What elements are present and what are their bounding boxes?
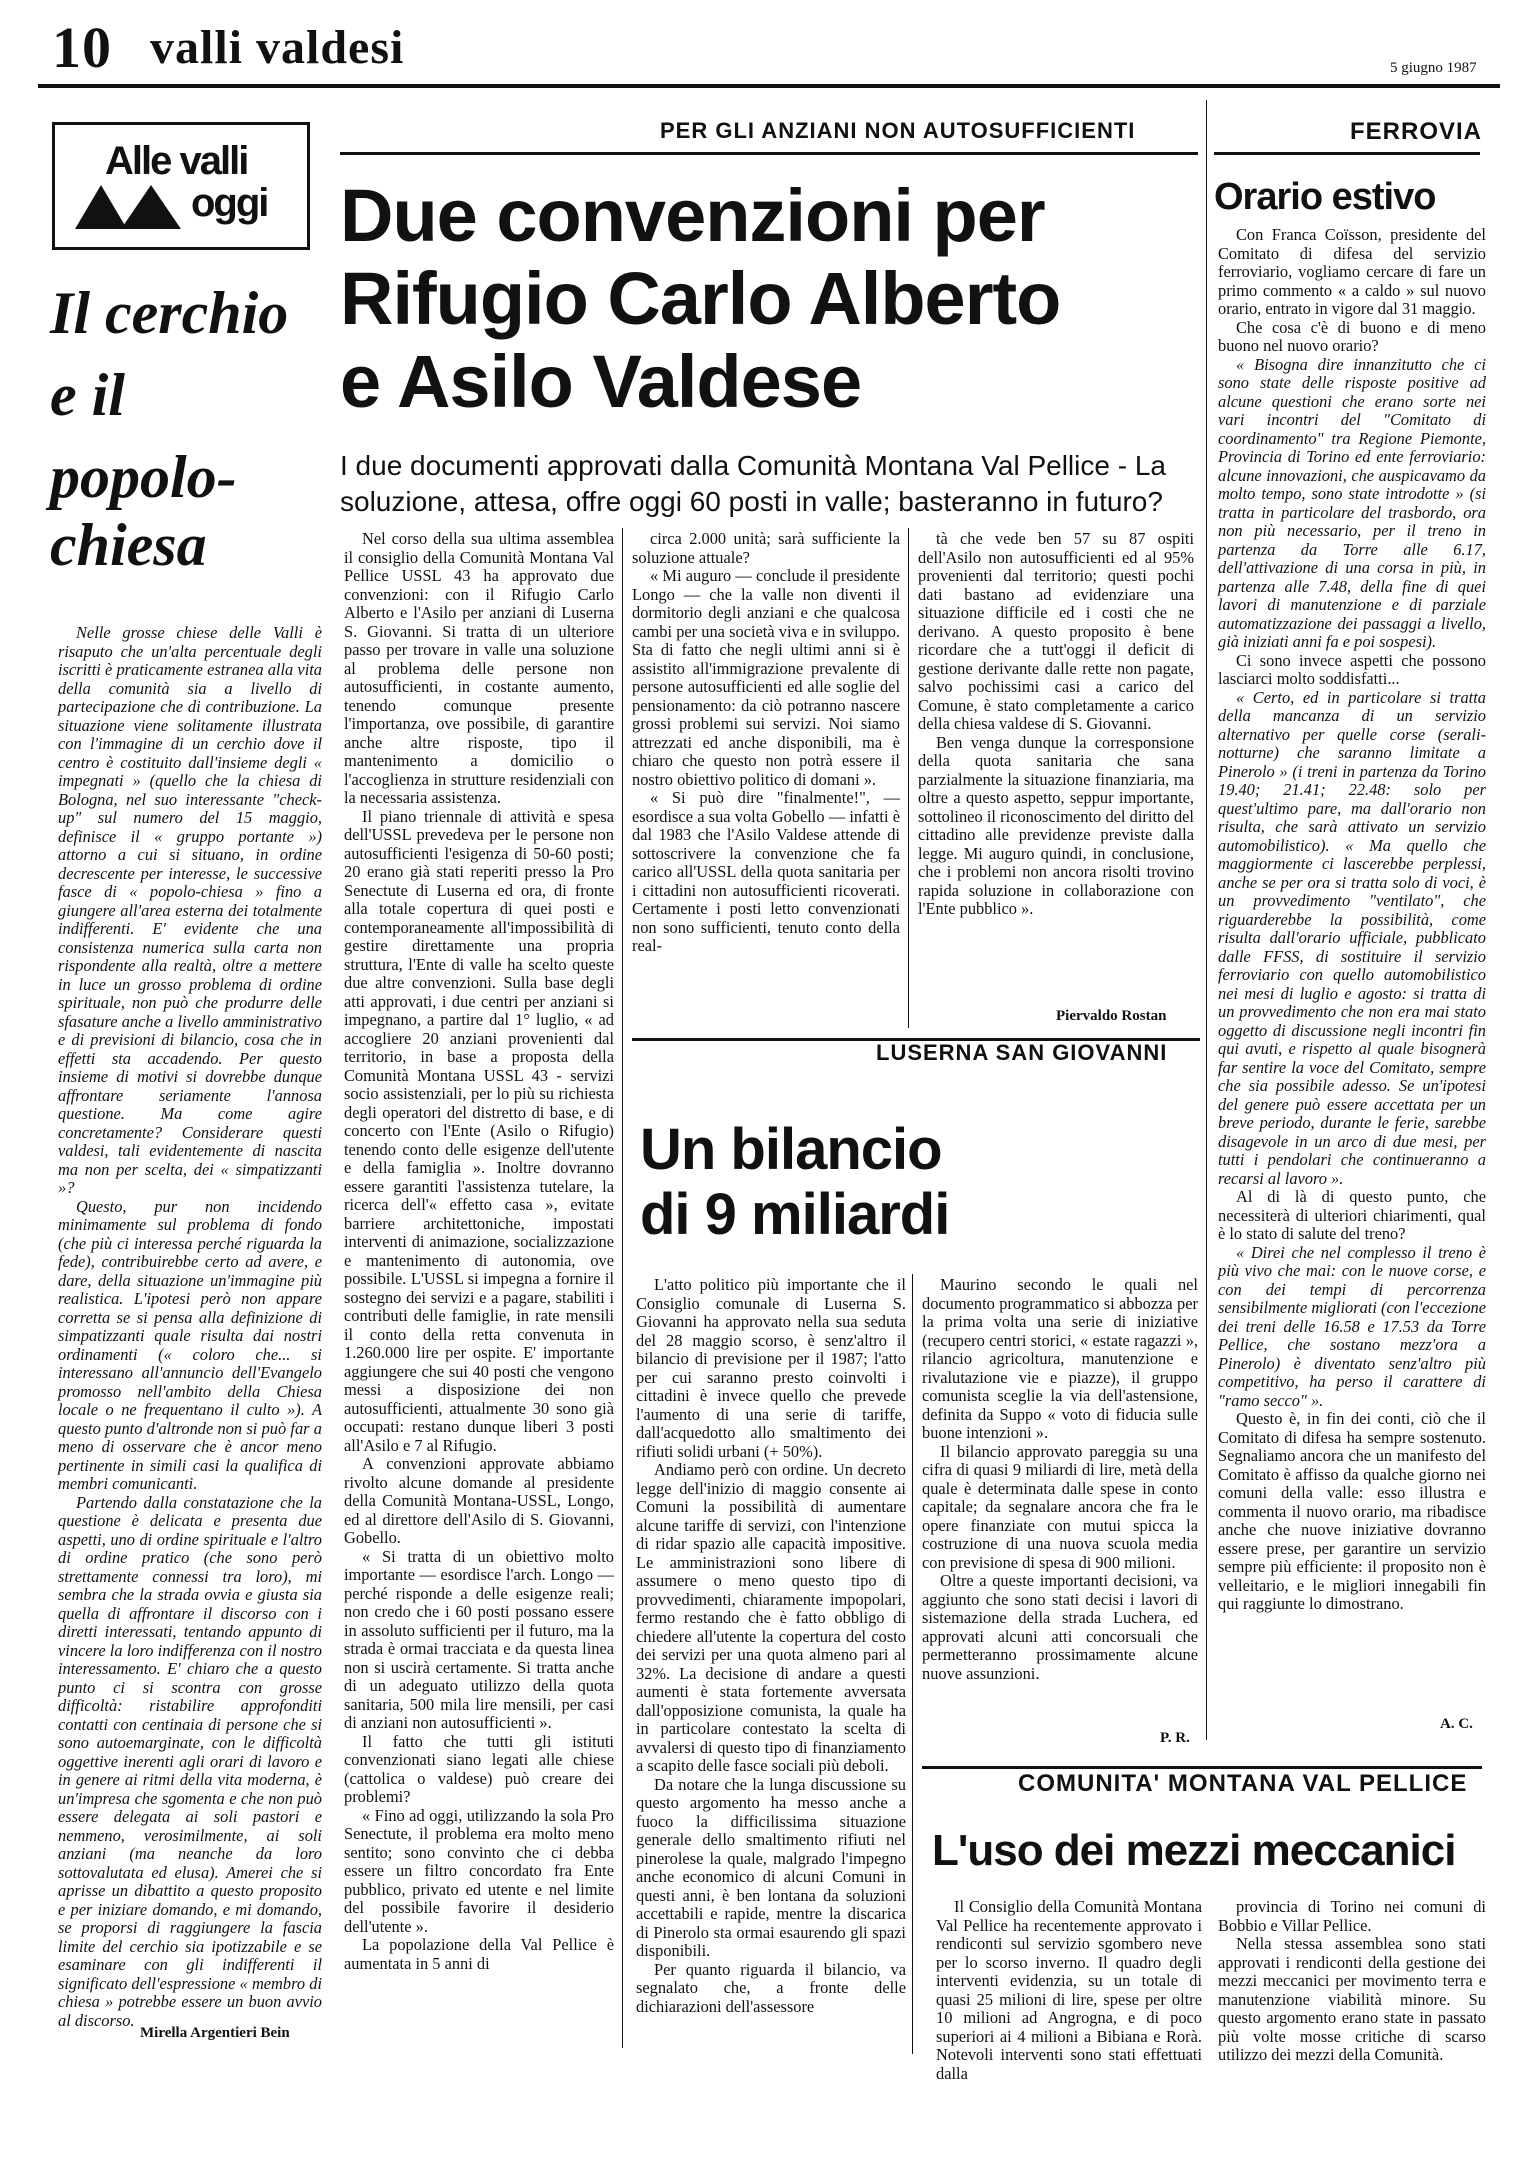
article3-signature: A. C. [1440,1716,1473,1732]
article1-headline-line2: Rifugio Carlo Alberto [340,257,1061,340]
article1-rule [340,152,1198,155]
paragraph: « Fino ad oggi, utilizzando la sola Pro Senectute, il problema era molto meno sentito; sono convinto che ci debba essere un filtro concordato fra Ente pubblico, privato ed utente e nel limite del possibile favorire il desiderio dell'utente ». [344,1805,614,1936]
paragraph: « Certo, ed in particolare si tratta della mancanza di un servizio alternativo per quelle corse (serali-notturne) che saranno limitate a Pinerolo » (i treni in partenza da Torino 19.40; 21.41; 22.48: solo per quest'ultimo pare, ma dall'orario non risulta, che sarà attivato un servizio automobilistico). « Ma quello che maggiormente ci lascerebbe perplessi, anche se per ora si tratta solo di voci, è un provvedimento "ventilato", che riguarderebbe la possibilità, come risulta dall'orario ufficiale, pubblicato dalle FFSS, di sostituire il servizio ferroviario con quello automobilistico nei mesi di luglio e agosto: si tratta di un provvedimento che non era mai stato oggetto di discussione negli incontri fin qui avuti, e rispetto al quale bisognerà far sentire la voce del Comitato, sempre che sia possibile adesso. Se un'ipotesi del genere può essere accettata per un breve periodo, durante le ferie, sarebbe disagevole in un arco di due mesi, per tutti i pendolari che continueranno a recarsi al lavoro ». [1218,687,1486,1188]
paragraph: L'atto politico più importante che il Consiglio comunale di Luserna S. Giovanni ha approvato nella sua seduta del 28 maggio scorso, è senz'altro il bilancio di previsione per il 1987; l'atto per cui saranno presto coinvolti i cittadini è invece quello che prevede l'aumento di una serie di tariffe, dall'acquedotto allo smaltimento dei rifiuti solidi urbani (+ 50%). [636,1275,906,1461]
section-logo [52,122,310,250]
article4-col2 [1218,1897,1486,2064]
article2-headline-line1: Un bilancio [640,1117,942,1182]
paragraph: Partendo dalla constatazione che la questione è delicata e presenta due aspetti, uno di ordine spirituale e l'altro di ordine pratico (che sono però strettamente connessi tra loro), mi sembra che la strada ovvia e giusta sia quella di affrontare il discorso con i diretti interessati, tentando appunto di vincere la loro indifferenza con il nostro interessamento. E' chiaro che a questo punto ci si scontra con grosse difficoltà: ristabilire approfonditi contatti con centinaia di persone che si sono autoemarginate, con le difficoltà oggettive inerenti agli orari di lavoro e in genere ai ritmi della vita moderna, è un'impresa che sgomenta e che non può essere delegata ai soli pastori e nemmeno, verosimilmente, ai soli anziani (ma neanche da loro sottovalutata ed elusa). Amerei che si aprisse un dibattito a questo proposito e per iniziare domando, e mi domando, se proporsi di raggiungere la fascia limite del cerchio sia ipotizzabile e se esaminare con gli indifferenti il significato dell'espressione « membro di chiesa » potrebbe essere un buon avvio al discorso. [58,1492,322,2030]
paragraph: Che cosa c'è di buono e di meno buono nel nuovo orario? [1218,317,1486,355]
column-divider [1206,100,1207,1740]
paragraph: Il fatto che tutti gli istituti convenzionati siano legati alle chiese (cattolica o valdese) può creare dei problemi? [344,1731,614,1806]
paragraph: circa 2.000 unità; sarà sufficiente la soluzione attuale? [632,529,900,567]
editorial-title-line4: chiesa [50,512,207,578]
article1-col1 [344,530,614,2045]
paragraph: Nelle grosse chiese delle Valli è risaputo che un'alta percentuale degli iscritti è praticamente estranea alla vita della comunità sia a livello di partecipazione che di contribuzione. La situazione viene solitamente illustrata con l'immagine di un cerchio dove il centro è costituito dall'insieme degli « impegnati » (quello che la chiesa di Bologna, nel suo interessante "check-up" sul numero del 15 maggio, definisce il « gruppo portante ») attorno a cui si situano, in ordine decrescente per interesse, le successive fasce di « popolo-chiesa » fino a giungere all'area esterna dei totalmente indifferenti. E' evidente che una consistenza numerica sulla carta non rispondente alla realtà, oltre a mettere in luce un grosso problema di ordine spirituale, non può che produrre delle sfasature anche a livello amministrativo e di previsioni di bilancio, cosa che in effetti sta accadendo. Per questo insieme di motivi si dovrebbe dunque affrontare seriamente l'annosa questione. Ma come agire concretamente? Considerare questi valdesi, tali evidentemente di nascita ma non per scelta, dei « simpatizzanti »? [58,623,322,1197]
column-divider [912,1274,913,2054]
mountains-icon [75,185,185,229]
article1-kicker: PER GLI ANZIANI NON AUTOSUFFICIENTI [660,118,1136,143]
editorial-title-line1: Il cerchio [50,280,289,346]
article2-headline-line2: di 9 miliardi [640,1182,950,1247]
paragraph: Il Consiglio della Comunità Montana Val Pellice ha recentemente approvato i rendiconti sul servizio sgombero neve per lo scorso inverno. Il quadro degli interventi evidenzia, su un totale di quasi 25 milioni di lire, spese per oltre 10 milioni ad Angrogna, e di poco superiori ai 4 milioni a Bibiana e Rorà. Notevoli interventi sono stati effettuati dalla [936,1897,1202,2083]
article1-col2 [632,530,900,1028]
paragraph: Questo, pur non incidendo minimamente sul problema di fondo (che più ci interessa perché riguarda la fede), contribuirebbe certo ad avere, e dare, della situazione un'immagine più realistica. L'ipotesi però non appare corretta se si pensa alla definizione di simpatizzanti quale risulta dai nostri ordinamenti (« coloro che... si interessano all'annuncio dell'Evangelo promosso nell'ambito della Chiesa locale o ne frequentano il culto »). A questo punto d'altronde non si può far a meno di osservare che è ancor meno pertinente in simili casi la qualifica di membri comunicanti. [58,1196,322,1493]
masthead-rule [38,84,1500,88]
logo-text-line1: Alle valli [105,139,248,183]
article1-subhead: I due documenti approvati dalla Comunità Montana Val Pellice - La soluzione, attesa, offre oggi 60 posti in valle; basteranno in futuro? [340,450,1166,517]
article3-rule [1214,152,1480,155]
paragraph: Andiamo però con ordine. Un decreto legge dell'inizio di maggio consente ai Comuni la possibilità di aumentare alcune tariffe di servizi, con l'intenzione di ridar spazio alle capacità impositive. Le amministrazioni sono libere di assumere o meno questo tipo di provvedimenti, chiaramente impopolari, fermo restando che è fatto obbligo di chiedere all'utente la copertura del costo dei servizi per una quota almeno pari al 32%. La decisione di andare a questi aumenti è stata fortemente avversata dall'opposizione comunista, la quale ha in particolare contestato la scelta di avvalersi di questo tipo di finanziamento a scapito delle fasce sociali più deboli. [636,1460,906,1775]
article1-headline-line1: Due convenzioni per [340,174,1045,257]
paragraph: « Si può dire "finalmente!", — esordisce a sua volta Gobello — infatti è dal 1983 che l'Asilo Valdese attende di sottoscrivere la convenzione che fa carico all'USSL della quota sanitaria per i cittadini non autosufficienti ricoverati. Certamente i posti letto convenzionati non sono sufficienti, tenuto conto della real- [632,788,900,955]
article2-kicker: LUSERNA SAN GIOVANNI [876,1040,1168,1065]
paragraph: tà che vede ben 57 su 87 ospiti dell'Asilo non autosufficienti ed al 95% provenienti dal territorio; questi pochi dati bastano ad evidenziare una situazione difficile ed i costi che ne derivano. A questo proposito è bene ricordare che a tutt'oggi il deficit di gestione derivante dalle rette non pagate, salvo pochissimi casi a carico del Comune, è stato completamente a carico della chiesa valdese di S. Giovanni. [918,529,1194,733]
paragraph: « Direi che nel complesso il treno è più vivo che mai: con le nuove corse, e con dei tempi di percorrenza sensibilmente migliorati (con l'eccezione dei treni delle 16.58 e 17.53 da Torre Pellice, che sostano mezz'ora a Pinerolo) è diventato senz'altro più competitivo, ha perso il carattere di "ramo secco" ». [1218,1242,1486,1410]
article3-headline: Orario estivo [1214,176,1436,218]
paragraph: Questo è, in fin dei conti, ciò che il Comitato di difesa ha sempre sostenuto. Segnaliamo ancora che un manifesto del Comitato è affisso da qualche giorno nei comuni della valle: esso illustra e commenta il nuovo orario, ma ribadisce anche che nuove iniziative dovranno essere prese, per garantire un servizio sempre più efficiente: il proposito non è velleitario, e le migliori innegabili fin qui raggiunte lo dimostrano. [1218,1409,1486,1613]
paragraph: Per quanto riguarda il bilancio, va segnalato che, a fronte delle dichiarazioni dell'assessore [636,1959,906,2016]
paragraph: « Si tratta di un obiettivo molto importante — esordisce l'arch. Longo — perché risponde a delle esigenze reali; non credo che i 60 posti possano essere in assoluto sufficienti per il futuro, ma la strada è ormai tracciata e da questa linea non si uscirà certamente. Si tratta anche di un adeguato utilizzo della quota sanitaria, 500 mila lire mensili, per casi di anziani non autosufficienti ». [344,1546,614,1732]
editorial-signature: Mirella Argentieri Bein [140,2025,290,2041]
editorial-title-line2: e il [50,362,125,428]
newspaper-title: valli valdesi [150,21,405,74]
column-divider [908,528,909,1028]
article1-col3 [918,530,1194,1000]
paragraph: Con Franca Coïsson, presidente del Comitato di difesa del servizio ferroviario, vogliamo cercare di fare un primo commento « a caldo » sul nuovo orario, entrato in vigore dal 31 maggio. [1218,225,1486,318]
article4-kicker: COMUNITA' MONTANA VAL PELLICE [1018,1770,1468,1797]
page-number: 10 [52,15,112,80]
paragraph: Ben venga dunque la corresponsione della quota sanitaria che sana parzialmente la situazione finanziaria, ma oltre a questo aspetto, seppur importante, sottolineo il riconoscimento del diritto del cittadino alle previdenze previste dalla legge. Mi auguro quindi, in conclusione, che i problemi non ancora risolti trovino rapida soluzione in collaborazione con l'Ente pubblico ». [918,732,1194,918]
paragraph: Al di là di questo punto, che necessiterà di ulteriori chiarimenti, qual è lo stato di salute del treno? [1218,1187,1486,1243]
paragraph: Maurino secondo le quali nel documento programmatico si abbozza per la prima volta una serie di iniziative (recupero centri storici, « estate ragazzi », rilancio agricoltura, manutenzione e rivalutazione vie e piazze), il gruppo comunista sceglie la via dell'astensione, definita da Suppo « voto di fiducia sulle buone intenzioni ». [922,1275,1198,1442]
paragraph: Nel corso della sua ultima assemblea il consiglio della Comunità Montana Val Pellice USSL 43 ha approvato due convenzioni: con il Rifugio Carlo Alberto e l'Asilo per anziani di Luserna S. Giovanni. Si tratta di un ulteriore passo per trovare in valle una soluzione al problema delle persone non autosufficienti, in costante aumento, tenendo comunque presente l'importanza, ove possibile, di garantire anche altre risposte, tipo il mantenimento a domicilio o l'accoglienza in strutture residenziali con la necessaria assistenza. [344,529,614,807]
paragraph: « Mi auguro — conclude il presidente Longo — che la valle non diventi il dormitorio degli anziani e che qualcosa cambi per una società viva e in sviluppo. Sta di fatto che negli ultimi anni si è assistito all'immigrazione prevalente di persone autosufficienti ed alle soglie del pensionamento: da ciò potranno nascere grossi problemi sui servizi. Noi siamo attrezzati ed anche disponibili, ma è chiaro che questo non potrà essere il nostro obiettivo politico di domani ». [632,566,900,789]
article2-col1 [636,1276,906,2056]
article1-headline-line3: e Asilo Valdese [340,340,862,423]
paragraph: Il bilancio approvato pareggia su una cifra di quasi 9 miliardi di lire, metà della quale è determinata dalle spese in conto capitale; da segnalare ancora che fra le opere finanziate con mutui spicca la costruzione di una nuova scuola media con previsione di spesa di 900 milioni. [922,1441,1198,1572]
editorial-title-line3: popolo- [50,444,237,510]
paragraph: A convenzioni approvate abbiamo rivolto alcune domande al presidente della Comunità Montana-USSL, Longo, ed al direttore dell'Asilo di S. Giovanni, Gobello. [344,1454,614,1547]
editorial-body [58,623,322,2030]
paragraph: Oltre a queste importanti decisioni, va aggiunto che sono stati decisi i lavori di sistemazione della strada Luchera, ed approvati alcuni atti concorsuali che permetteranno prossimamente alcune nuove assunzioni. [922,1571,1198,1683]
paragraph: Il piano triennale di attività e spesa dell'USSL prevedeva per le persone non autosufficienti l'esigenza di 50-60 posti; 20 erano già stati reperiti presso la Pro Senectute di Luserna ed ora, di fronte alla totale copertura di quei posti e contemporaneamente all'impossibilità di gestire direttamente una propria struttura, l'Ente di valle ha scelto queste due altre convenzioni. Sulla base degli atti approvati, i due centri per anziani si impegnano, a partire dal 1° luglio, « ad accogliere 20 anziani provenienti dal territorio, in base a proposta della Comunità Montana USSL 43 - servizi socio assistenziali, per lo più su richiesta degli operatori del distretto di base, e di concerto con l'Ente (Asilo o Rifugio) tenendo conto delle esigenze dell'utente e della famiglia ». Inoltre dovranno essere garantiti l'assistenza tutelare, la ricerca dell'« effetto casa », evitate barriere architettoniche, impostati interventi di animazione, socializzazione e mantenimento di autonomia, ove possibile. L'USSL si impegna a fornire il sostegno dei servizi e a pagare, stabiliti i contributi delle famiglie, in rate mensili il conto della retta convenuta in 1.260.000 lire per ospite. E' importante aggiungere che sui 40 posti che vengono messi a disposizione dei non autosufficienti, attualmente 30 sono già occupati: restano dunque liberi 3 posti all'Asilo e 7 al Rifugio. [344,806,614,1455]
article4-col1 [936,1897,1202,2083]
article3-kicker: FERROVIA [1350,118,1483,145]
article1-signature: Piervaldo Rostan [1056,1008,1167,1024]
article2-signature: P. R. [1160,1730,1190,1746]
paragraph: Ci sono invece aspetti che possono lasciarci molto soddisfatti... [1218,650,1486,688]
issue-date: 5 giugno 1987 [1390,60,1477,76]
paragraph: La popolazione della Val Pellice è aumentata in 5 anni di [344,1935,614,1973]
paragraph: Da notare che la lunga discussione su questo argomento ha messo anche a fuoco la difficilissima situazione generale dello smaltimento rifiuti nel pinerolese la quale, malgrado l'impegno anche economico di alcuni Comuni in questi anni, è ben lontana da soluzioni accettabili e rapide, mentre la discarica di Pinerolo sta ormai esaurendo gli spazi disponibili. [636,1774,906,1960]
article3-body [1218,226,1486,1736]
article4-headline: L'uso dei mezzi meccanici [932,1826,1456,1875]
column-divider [622,528,623,2048]
article2-col2 [922,1276,1198,1746]
paragraph: provincia di Torino nei comuni di Bobbio e Villar Pellice. [1218,1897,1486,1935]
paragraph: Nella stessa assemblea sono stati approvati i rendiconti della gestione dei mezzi meccanici per movimento terra e manutenzione viabilità minore. Su questo argomento erano state in passato più volte mosse critiche di scarso utilizzo dei mezzi della Comunità. [1218,1934,1486,2064]
logo-text-line2: oggi [191,181,268,225]
paragraph: « Bisogna dire innanzitutto che ci sono state delle risposte positive ad alcune questioni che erano sorte nei vari incontri del "Comitato di coordinamento" tra Regione Piemonte, Provincia di Torino ed ente ferroviario: alcune innovazioni, che auspicavamo da molto tempo, sono state introdotte » (si tratta in particolare del trasbordo, ora non più necessario, per il treno in partenza da Torre alle 6.17, dell'attivazione di una corsa in più, in partenza alle 7.48, della fine di quei lavori di manutenzione e di parziale automatizzazione dei passaggi a livello, già iniziati anni fa e poi sospesi). [1218,354,1486,651]
article4-rule [922,1766,1482,1769]
